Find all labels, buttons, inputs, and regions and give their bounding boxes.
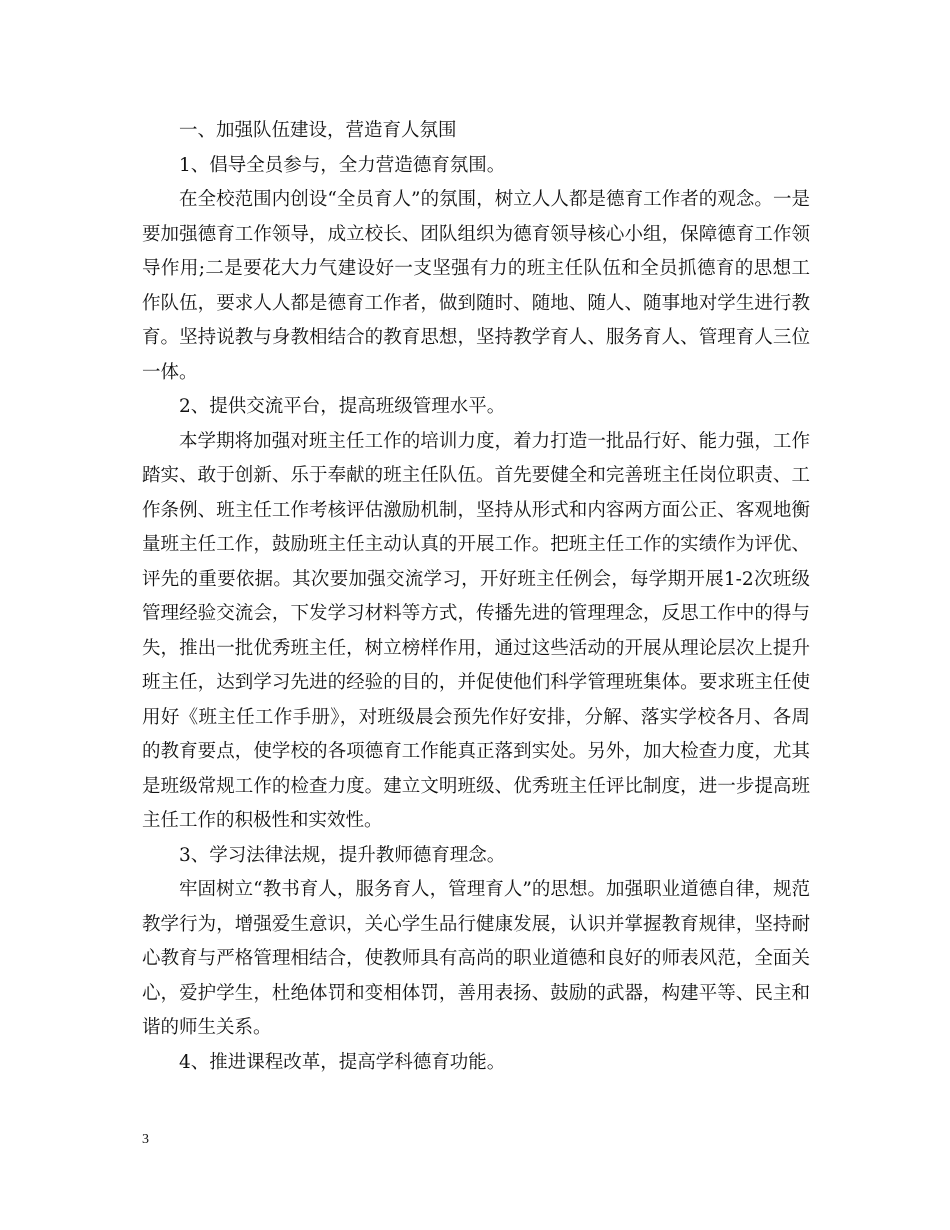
subsection-heading-4: 4、推进课程改革，提高学科德育功能。	[179, 1051, 506, 1073]
subsection-heading-2: 2、提供交流平台，提高班级管理水平。	[179, 396, 506, 417]
body-paragraph-1: 在全校范围内创设“全员育人”的氛围，树立人人都是德育工作者的观念。一是要加强德育工作领导，成立校长、团队组织为德育领导核心小组，保障德育工作领导作用;二是要花大力气建设好一支坚强有力的班主任队伍和全员抓德育的思想工作队伍，要求人人都是德育工作者，做到随时、随地、随人、随事地对学生进行教育。坚持说教与身教相结合的教育思想，坚持教学育人、服务育人、管理育人三位一体。	[142, 189, 810, 383]
body-paragraph-3: 牢固树立“教书育人，服务育人，管理育人”的思想。加强职业道德自律，规范教学行为，增强爱生意识，关心学生品行健康发展，认识并掌握教育规律，坚持耐心教育与严格管理相结合，使教师具有高尚的职业道德和良好的师表风范，全面关心，爱护学生，杜绝体罚和变相体罚，善用表扬、鼓励的武器，构建平等、民主和谐的师生关系。	[142, 879, 810, 1038]
subsection-heading-3: 3、学习法律法规，提升教师德育理念。	[179, 844, 506, 866]
document-body	[142, 114, 810, 1080]
page-number: 3	[142, 1132, 149, 1147]
section-heading: 一、加强队伍建设，营造育人氛围	[179, 120, 457, 141]
body-paragraph-2: 本学期将加强对班主任工作的培训力度，着力打造一批品行好、能力强，工作踏实、敢于创新、乐于奉献的班主任队伍。首先要健全和完善班主任岗位职责、工作条例、班主任工作考核评估激励机制，坚持从形式和内容两方面公正、客观地衡量班主任工作，鼓励班主任主动认真的开展工作。把班主任工作的实绩作为评优、评先的重要依据。其次要加强交流学习，开好班主任例会，每学期开展1-2次班级管理经验交流会，下发学习材料等方式，传播先进的管理理念，反思工作中的得与失，推出一批优秀班主任，树立榜样作用，通过这些活动的开展从理论层次上提升班主任，达到学习先进的经验的目的，并促使他们科学管理班集体。要求班主任使用好《班主任工作手册》，对班级晨会预先作好安排，分解、落实学校各月、各周的教育要点，使学校的各项德育工作能真正落到实处。另外，加大检查力度，尤其是班级常规工作的检查力度。建立文明班级、优秀班主任评比制度，进一步提高班主任工作的积极性和实效性。	[142, 430, 810, 831]
subsection-heading-1: 1、倡导全员参与，全力营造德育氛围。	[179, 154, 506, 176]
